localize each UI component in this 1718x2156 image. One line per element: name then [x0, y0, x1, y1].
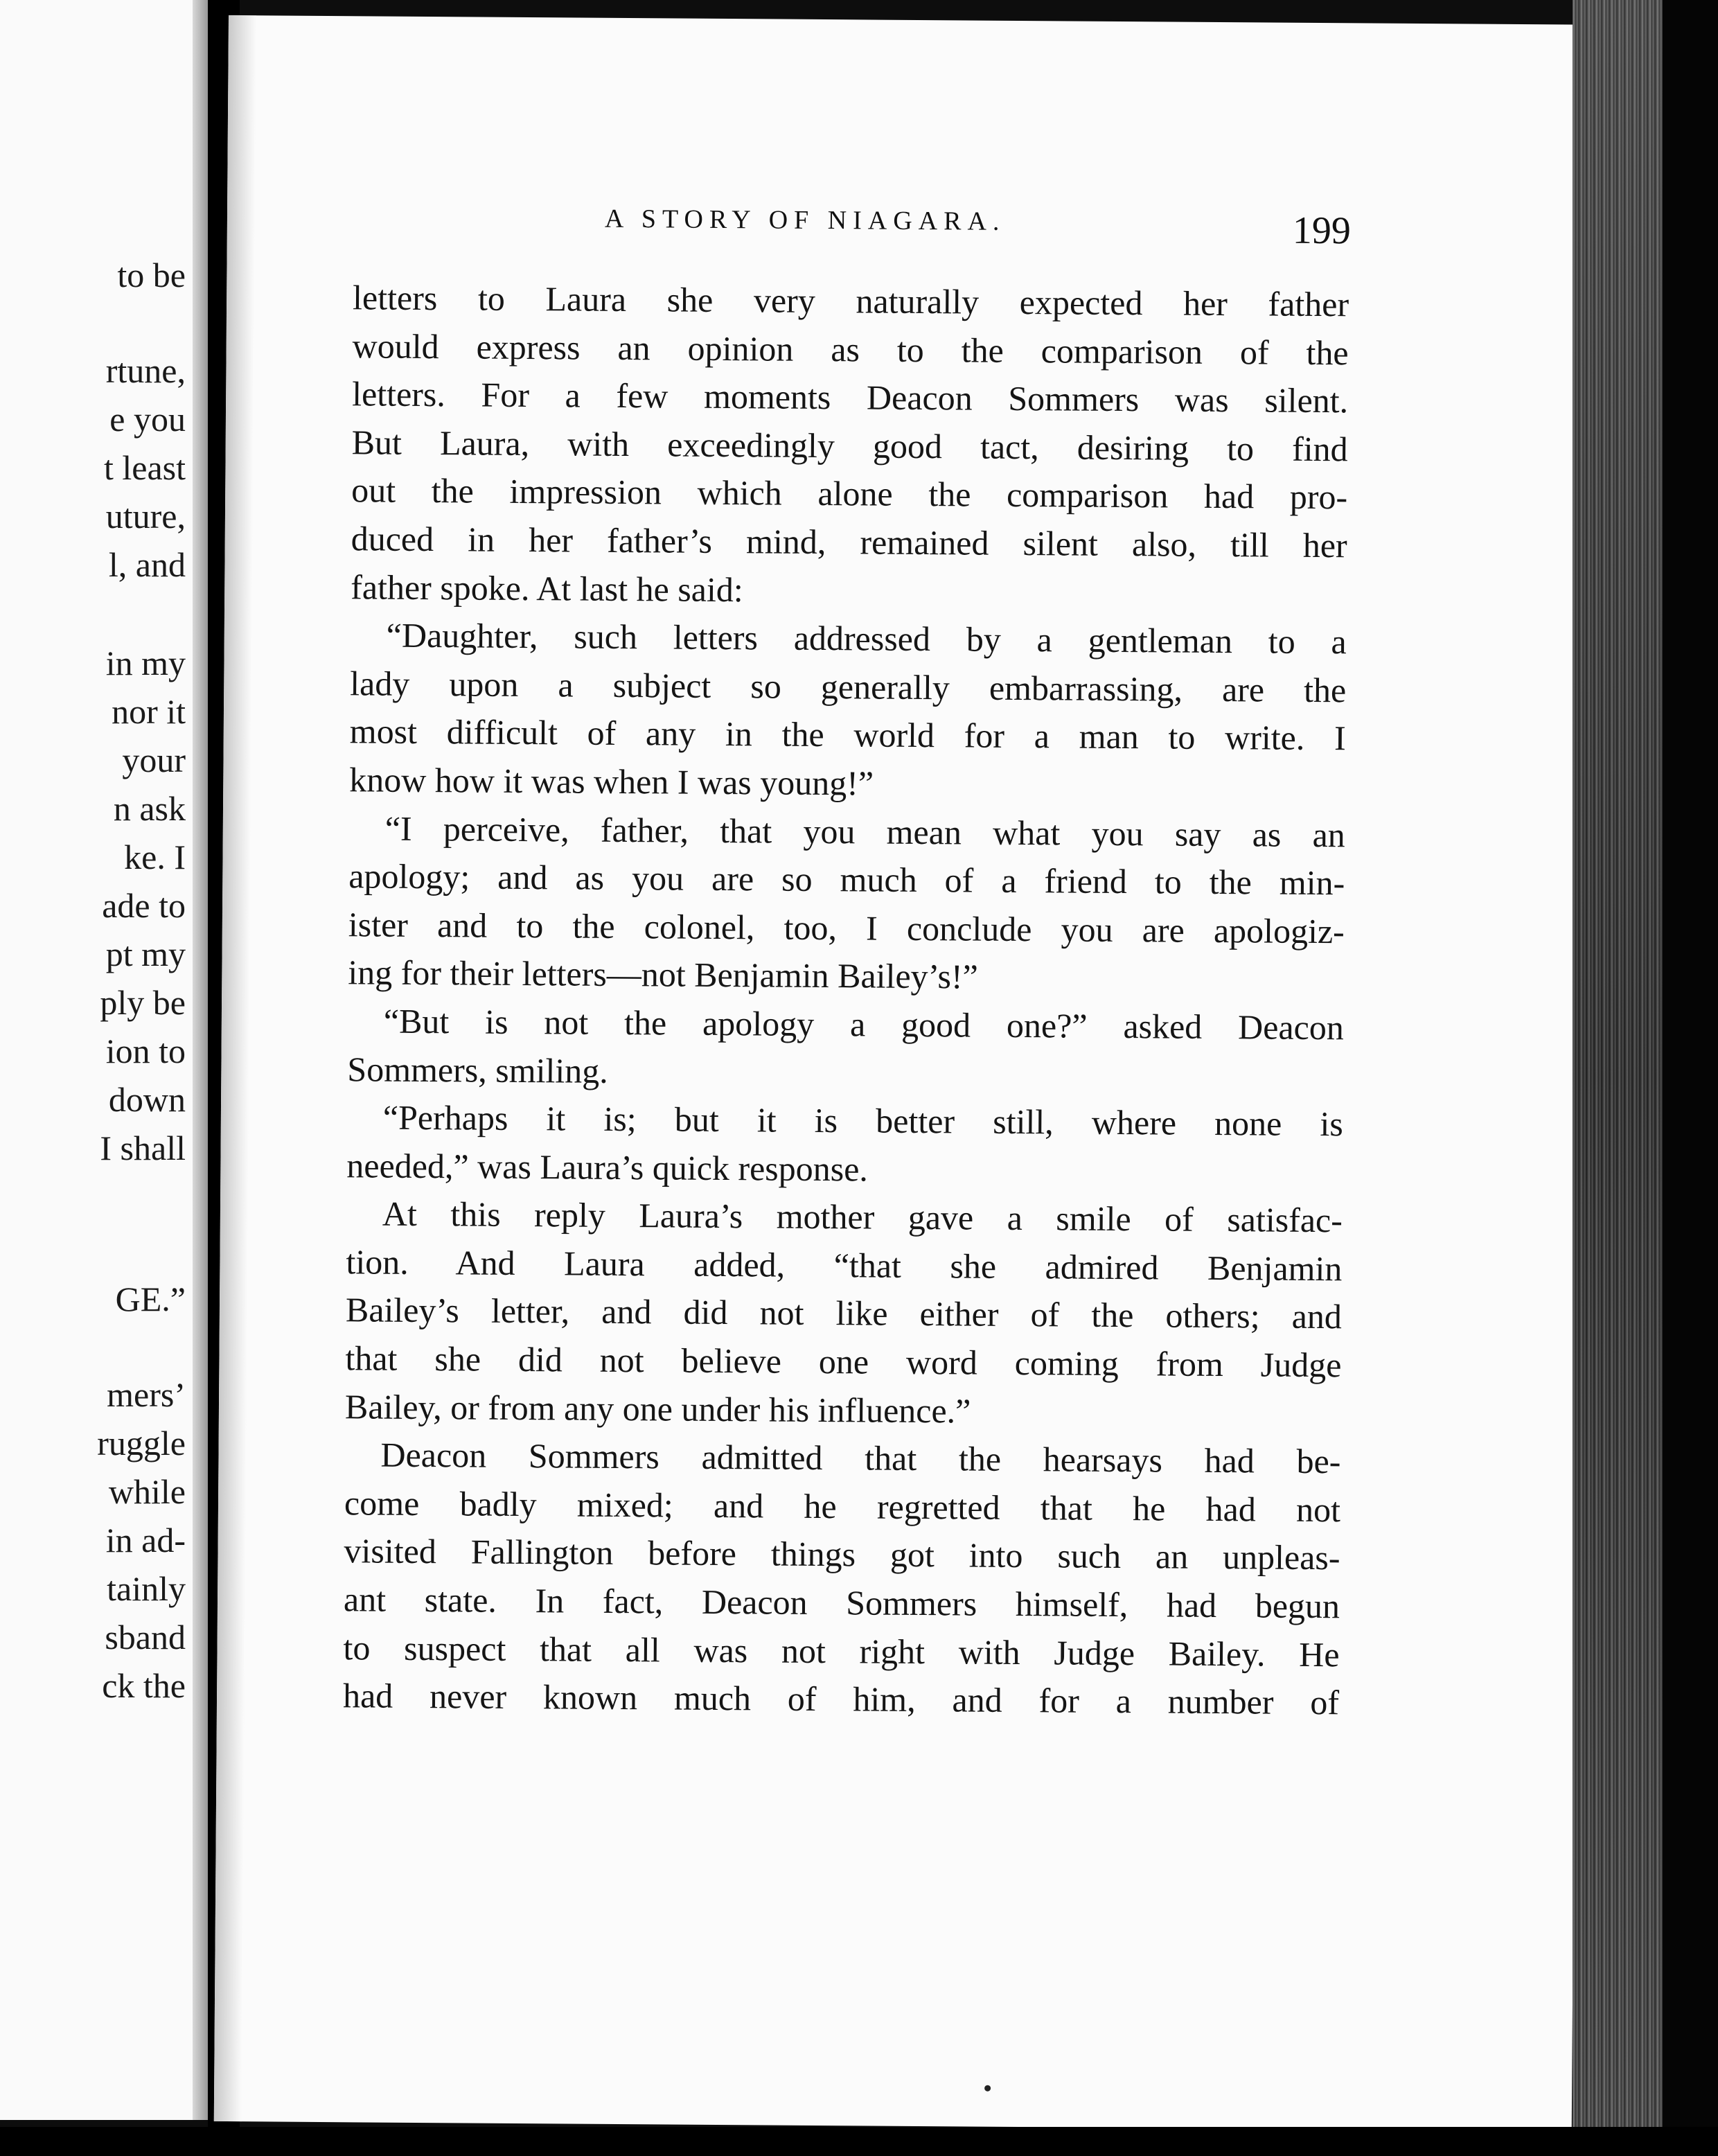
text-line: apology; and as you are so much of a friend to the min-: [348, 856, 1345, 903]
left-page-line: to be: [117, 256, 186, 294]
text-line: Sommers, smiling.: [347, 1049, 608, 1090]
text-line: visited Fallington before things got into such an unpleas-: [344, 1531, 1340, 1578]
left-page-line: I shall: [100, 1129, 186, 1167]
left-page-line: GE.”: [115, 1280, 186, 1318]
left-page-line: in ad-: [105, 1521, 186, 1559]
page-number: 199: [1292, 209, 1352, 253]
left-page-line: ke. I: [124, 838, 186, 876]
left-page-line: ion to: [105, 1032, 186, 1070]
text-line: ant state. In fact, Deacon Sommers himself, had begun: [343, 1580, 1340, 1626]
text-line: lady upon a subject so generally embarrassing, are the: [350, 663, 1347, 710]
text-line: But Laura, with exceedingly good tact, desiring to find: [351, 423, 1348, 469]
left-page-line: ade to: [102, 886, 186, 925]
text-line: Deacon Sommers admitted that the hearsays had be-: [380, 1435, 1341, 1481]
left-page: [0, 0, 208, 2120]
left-page-line: your: [122, 741, 186, 779]
body-text: [343, 274, 1349, 1727]
left-page-line: pt my: [105, 935, 186, 973]
right-page: [214, 15, 1586, 2131]
text-line: that she did not believe one word coming from Judge: [345, 1338, 1342, 1385]
page-edges: [1573, 0, 1663, 2156]
text-line: Bailey, or from any one under his influence.”: [344, 1386, 971, 1431]
left-page-line: tainly: [107, 1569, 186, 1608]
left-page-line: n ask: [113, 789, 186, 828]
left-page-line: rtune,: [105, 351, 186, 390]
text-line: duced in her father’s mind, remained silent also, till her: [351, 519, 1347, 565]
left-page-line: sband: [105, 1618, 186, 1656]
text-line: to suspect that all was not right with Judge Bailey. He: [343, 1627, 1340, 1674]
print-speck: [984, 2085, 991, 2092]
scan-bottom-border: [0, 2127, 1718, 2156]
text-line: most difficult of any in the world for a man to write. I: [349, 712, 1346, 758]
text-line: ister and to the colonel, too, I conclude you are apologiz-: [348, 904, 1345, 951]
left-page-line: uture,: [105, 497, 186, 536]
left-page-line: t least: [103, 448, 186, 487]
book-cover-edge: [1663, 0, 1718, 2156]
running-head: A STORY OF NIAGARA.: [604, 204, 1006, 236]
text-line: “Daughter, such letters addressed by a gentleman to a: [386, 615, 1347, 662]
left-page-line: ck the: [102, 1666, 186, 1705]
text-line: At this reply Laura’s mother gave a smile of satisfac-: [382, 1194, 1343, 1240]
left-page-line: while: [108, 1472, 186, 1511]
left-page-line: in my: [105, 644, 186, 682]
text-line: “But is not the apology a good one?” asked Deacon: [383, 1001, 1345, 1048]
text-line: out the impression which alone the comparison had pro-: [351, 470, 1348, 517]
left-page-line: e you: [109, 400, 186, 439]
left-page-line: ply be: [100, 983, 186, 1022]
text-line: ing for their letters—not Benjamin Bailey’s!”: [348, 953, 979, 996]
text-line: had never known much of him, and for a number of: [342, 1676, 1340, 1722]
left-page-line: down: [108, 1080, 186, 1119]
text-line: Bailey’s letter, and did not like either of the others; and: [345, 1290, 1343, 1336]
text-line: “Perhaps it is; but it is better still, where none is: [382, 1097, 1344, 1144]
text-line: know how it was when I was young!”: [349, 760, 874, 803]
text-line: father spoke. At last he said:: [351, 567, 743, 609]
text-line: letters. For a few moments Deacon Sommers was silent.: [351, 374, 1349, 421]
left-page-gutter-shadow: [193, 0, 208, 2120]
left-page-line: l, and: [108, 545, 186, 584]
left-page-line: ruggle: [97, 1424, 186, 1463]
text-line: would express an opinion as to the comparison of the: [352, 326, 1349, 372]
left-page-line: mers’: [107, 1375, 186, 1414]
left-page-line: nor it: [112, 692, 186, 731]
text-line: letters to Laura she very naturally expected her father: [352, 278, 1349, 324]
text-line: needed,” was Laura’s quick response.: [346, 1145, 869, 1189]
text-line: “I perceive, father, that you mean what you say as an: [384, 808, 1345, 854]
text-line: come badly mixed; and he regretted that he had not: [344, 1483, 1341, 1530]
text-line: tion. And Laura added, “that she admired Benjamin: [346, 1242, 1343, 1289]
